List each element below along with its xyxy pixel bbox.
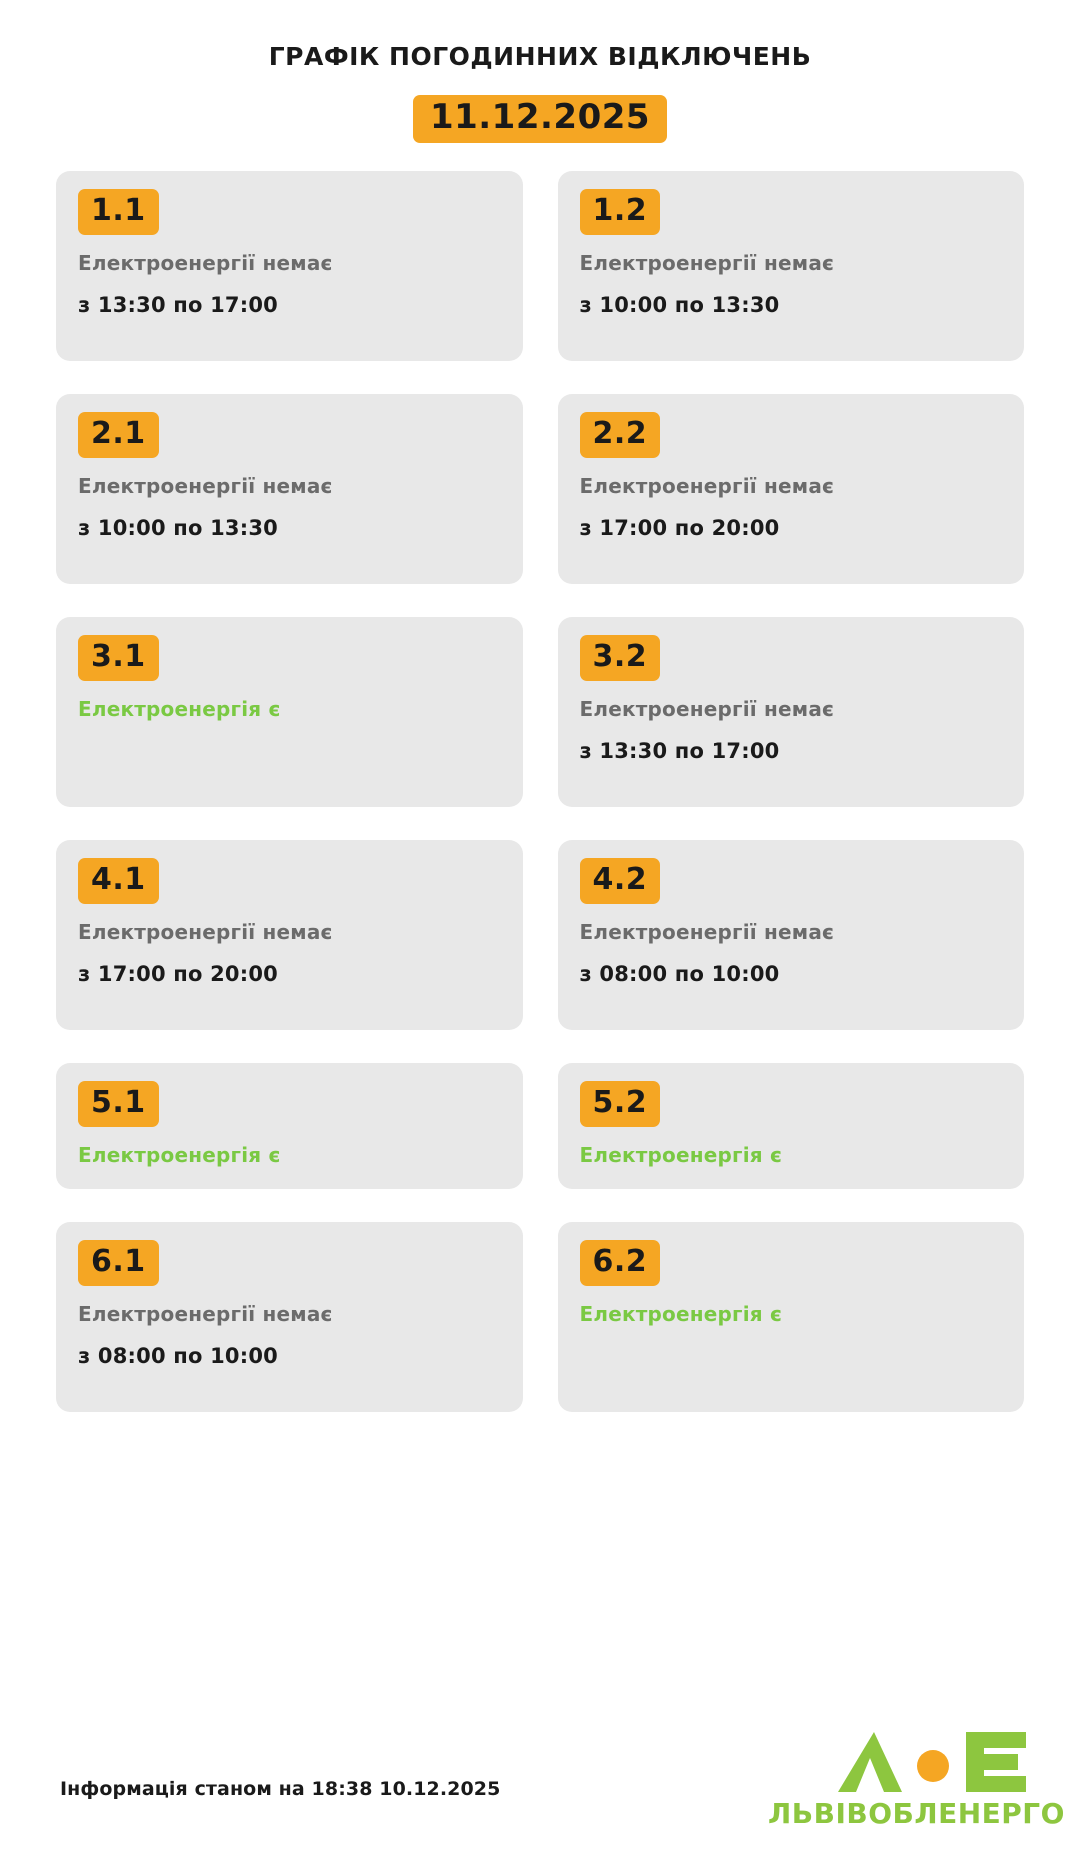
footer [0, 1658, 1080, 1858]
queue-id-badge: 5.2 [580, 1081, 661, 1127]
queue-card [558, 840, 1025, 1030]
queue-time-range: з 10:00 по 13:30 [579, 293, 780, 318]
queue-time-range: з 17:00 по 20:00 [78, 962, 278, 987]
queue-card [558, 171, 1025, 361]
queue-time-range: з 13:30 по 17:00 [579, 739, 780, 764]
queue-time-range: з 08:00 по 10:00 [579, 962, 780, 987]
queue-time-range: з 10:00 по 13:30 [78, 516, 278, 541]
schedule-date-badge: 11.12.2025 [413, 95, 667, 143]
queue-status-text: Електроенергія є [78, 1143, 281, 1168]
queue-card [558, 1222, 1025, 1412]
queue-status-text: Електроенергія є [579, 1143, 783, 1168]
queue-id-badge: 4.1 [78, 858, 159, 904]
queue-card [56, 617, 523, 807]
queue-status-text: Електроенергії немає [579, 920, 835, 945]
queue-card [558, 1063, 1025, 1189]
queue-card [56, 840, 523, 1030]
queue-id-badge: 3.1 [78, 635, 159, 681]
queue-status-text: Електроенергії немає [579, 474, 835, 499]
queue-status-text: Електроенергії немає [78, 1302, 333, 1327]
queue-status-text: Електроенергії немає [78, 920, 333, 945]
queue-id-badge: 6.1 [78, 1240, 159, 1286]
queue-id-badge: 4.2 [580, 858, 661, 904]
queue-card [56, 1222, 523, 1412]
queue-id-badge: 1.1 [78, 189, 159, 235]
information-timestamp: Інформація станом на 18:38 10.12.2025 [60, 1778, 501, 1800]
queue-id-badge: 2.2 [580, 412, 661, 458]
logo-text: ЛЬВІВОБЛЕНЕРГО [768, 1797, 1065, 1830]
queue-card [56, 171, 523, 361]
logo-mark-icon [768, 1728, 1028, 1796]
queue-card [558, 617, 1025, 807]
date-row [0, 95, 1080, 143]
queue-grid [56, 171, 1024, 1412]
queue-id-badge: 2.1 [78, 412, 159, 458]
queue-id-badge: 5.1 [78, 1081, 159, 1127]
company-logo [768, 1728, 1065, 1830]
queue-id-badge: 3.2 [580, 635, 661, 681]
queue-time-range: з 08:00 по 10:00 [78, 1344, 278, 1369]
queue-card [56, 394, 523, 584]
queue-status-text: Електроенергія є [579, 1302, 783, 1327]
queue-status-text: Електроенергії немає [579, 697, 835, 722]
queue-time-range: з 17:00 по 20:00 [579, 516, 780, 541]
queue-card [56, 1063, 523, 1189]
queue-status-text: Електроенергії немає [579, 251, 835, 276]
queue-status-text: Електроенергія є [78, 697, 281, 722]
queue-id-badge: 6.2 [580, 1240, 661, 1286]
queue-status-text: Електроенергії немає [78, 251, 333, 276]
page-title: ГРАФІК ПОГОДИННИХ ВІДКЛЮЧЕНЬ [268, 42, 812, 71]
queue-id-badge: 1.2 [580, 189, 661, 235]
queue-status-text: Електроенергії немає [78, 474, 333, 499]
queue-card [558, 394, 1025, 584]
queue-time-range: з 13:30 по 17:00 [78, 293, 278, 318]
